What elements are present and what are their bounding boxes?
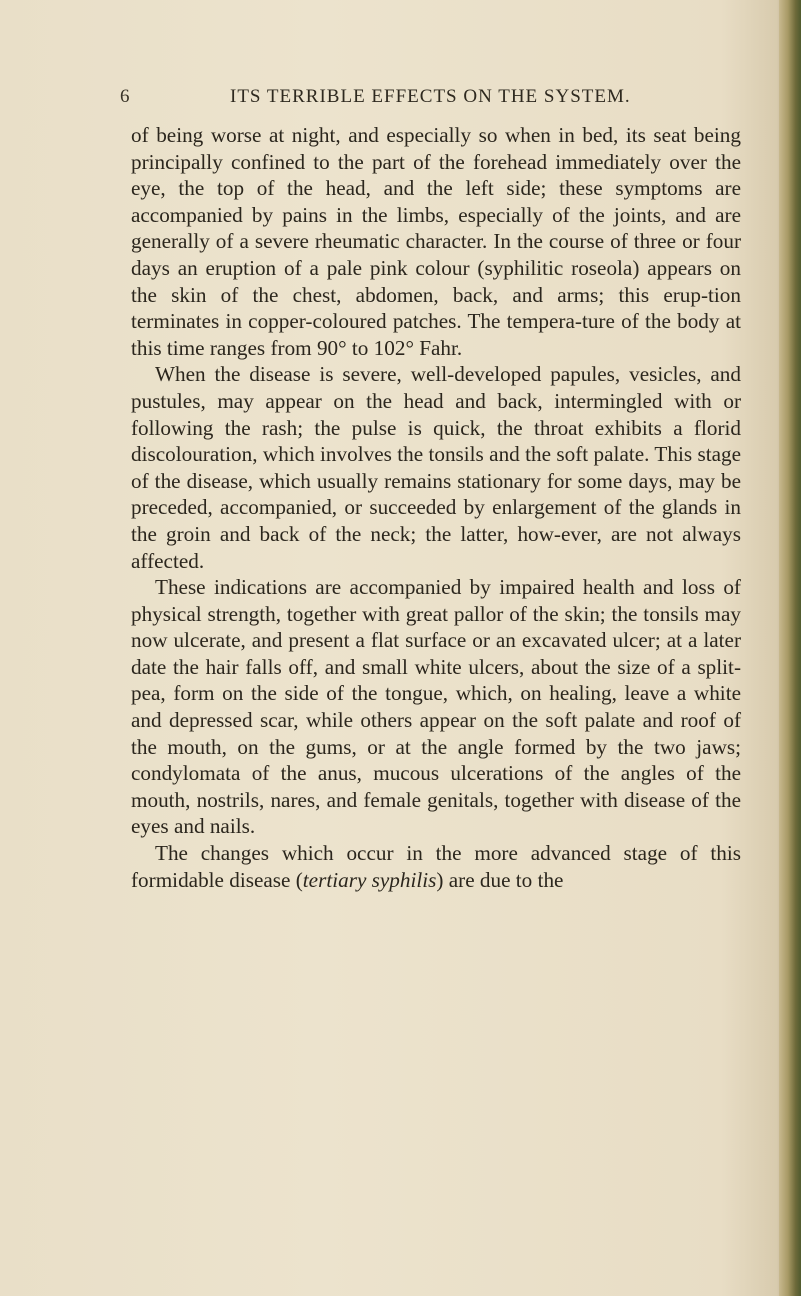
paragraph-1: of being worse at night, and especially so when in bed, its seat being principally confined to the part of the forehead immediately over the eye, the top of the head, and the left side; these symptoms are accompanied by pains in the limbs, especially of the joints, and are generally of a severe rheumatic character. In the course of three or four days an eruption of a pale pink colour (syphilitic roseola) appears on the skin of the chest, abdomen, back, and arms; this erup-tion terminates in copper-coloured patches. The tempera-ture of the body at this time ranges from 90° to 102° Fahr.: [131, 123, 741, 360]
paragraph-4: [131, 840, 741, 893]
page-edge: [779, 0, 801, 1296]
page-number: 6: [120, 86, 130, 107]
paragraph-4-after: ) are due to the: [436, 867, 564, 892]
body-text: [131, 122, 741, 893]
paragraph-4-before: The changes which occur in the more advanced stage of this formidable disease (: [131, 841, 741, 892]
paragraph-3: These indications are accompanied by impaired health and loss of physical strength, together with great pallor of the skin; the tonsils may now ulcerate, and present a flat surface or an excavated ulcer; at a later date the hair falls off, and small white ulcers, about the size of a split-pea, form on the side of the tongue, which, on healing, leave a white and depressed scar, while others appear on the soft palate and roof of the mouth, on the gums, or at the angle formed by the two jaws; condylomata of the anus, mucous ulcerations of the angles of the mouth, nostrils, nares, and female genitals, together with disease of the eyes and nails.: [131, 575, 741, 839]
running-head: ITS TERRIBLE EFFECTS ON THE SYSTEM.: [230, 86, 631, 107]
paragraph-2: When the disease is severe, well-developed papules, vesicles, and pustules, may appear on the head and back, intermingled with or following the rash; the pulse is quick, the throat exhibits a florid discolouration, which involves the tonsils and the soft palate. This stage of the disease, which usually remains stationary for some days, may be preceded, accompanied, or succeeded by enlargement of the glands in the groin and back of the neck; the latter, how-ever, are not always affected.: [131, 362, 741, 573]
paragraph-4-italic: tertiary syphilis: [302, 867, 437, 892]
page-header: [120, 86, 740, 114]
